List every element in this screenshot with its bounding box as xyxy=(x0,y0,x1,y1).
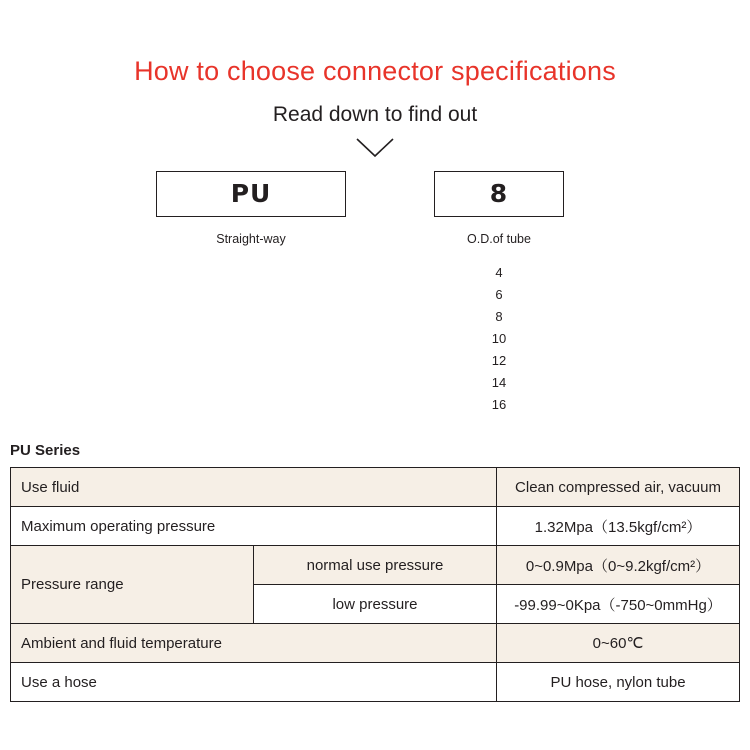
list-item: 12 xyxy=(491,353,507,368)
code-caption-tube-od: O.D.of tube xyxy=(467,232,531,246)
tube-od-option-list xyxy=(404,262,594,416)
spec-table xyxy=(10,467,740,702)
spec-value-low-pressure: -99.99~0Kpa（-750~0mmHg） xyxy=(497,585,740,624)
spec-value-temperature: 0~60℃ xyxy=(497,624,740,663)
list-item: 14 xyxy=(491,375,507,390)
code-breakdown xyxy=(0,171,750,416)
spec-label-use-fluid: Use fluid xyxy=(11,468,497,507)
table-row xyxy=(11,624,740,663)
code-caption-series: Straight-way xyxy=(216,232,286,246)
table-row xyxy=(11,468,740,507)
list-item: 8 xyxy=(495,309,503,324)
page-title: How to choose connector specifications xyxy=(134,56,616,86)
spec-value-max-pressure: 1.32Mpa（13.5kgf/cm²） xyxy=(497,507,740,546)
spec-value-use-hose: PU hose, nylon tube xyxy=(497,663,740,702)
list-item: 16 xyxy=(491,397,507,412)
code-column-tube-od xyxy=(404,171,594,416)
table-row xyxy=(11,507,740,546)
chevron-down-icon xyxy=(0,137,750,165)
spec-value-use-fluid: Clean compressed air, vacuum xyxy=(497,468,740,507)
list-item: 10 xyxy=(491,331,507,346)
spec-section-heading: PU Series xyxy=(10,442,81,459)
code-column-series xyxy=(156,171,346,416)
spec-label-temperature: Ambient and fluid temperature xyxy=(11,624,497,663)
spec-value-normal-use-pressure: 0~0.9Mpa（0~9.2kgf/cm²） xyxy=(497,546,740,585)
list-item: 6 xyxy=(495,287,503,302)
spec-sub-normal-use-pressure: normal use pressure xyxy=(254,546,497,585)
code-box-tube-od: 8 xyxy=(434,171,564,217)
table-row xyxy=(11,663,740,702)
spec-label-max-pressure: Maximum operating pressure xyxy=(11,507,497,546)
page-subtitle: Read down to find out xyxy=(272,103,478,126)
table-row xyxy=(11,546,740,585)
spec-label-pressure-range: Pressure range xyxy=(11,546,254,624)
code-box-series: PU xyxy=(156,171,346,217)
list-item: 4 xyxy=(495,265,503,280)
spec-label-use-hose: Use a hose xyxy=(11,663,497,702)
spec-sub-low-pressure: low pressure xyxy=(254,585,497,624)
